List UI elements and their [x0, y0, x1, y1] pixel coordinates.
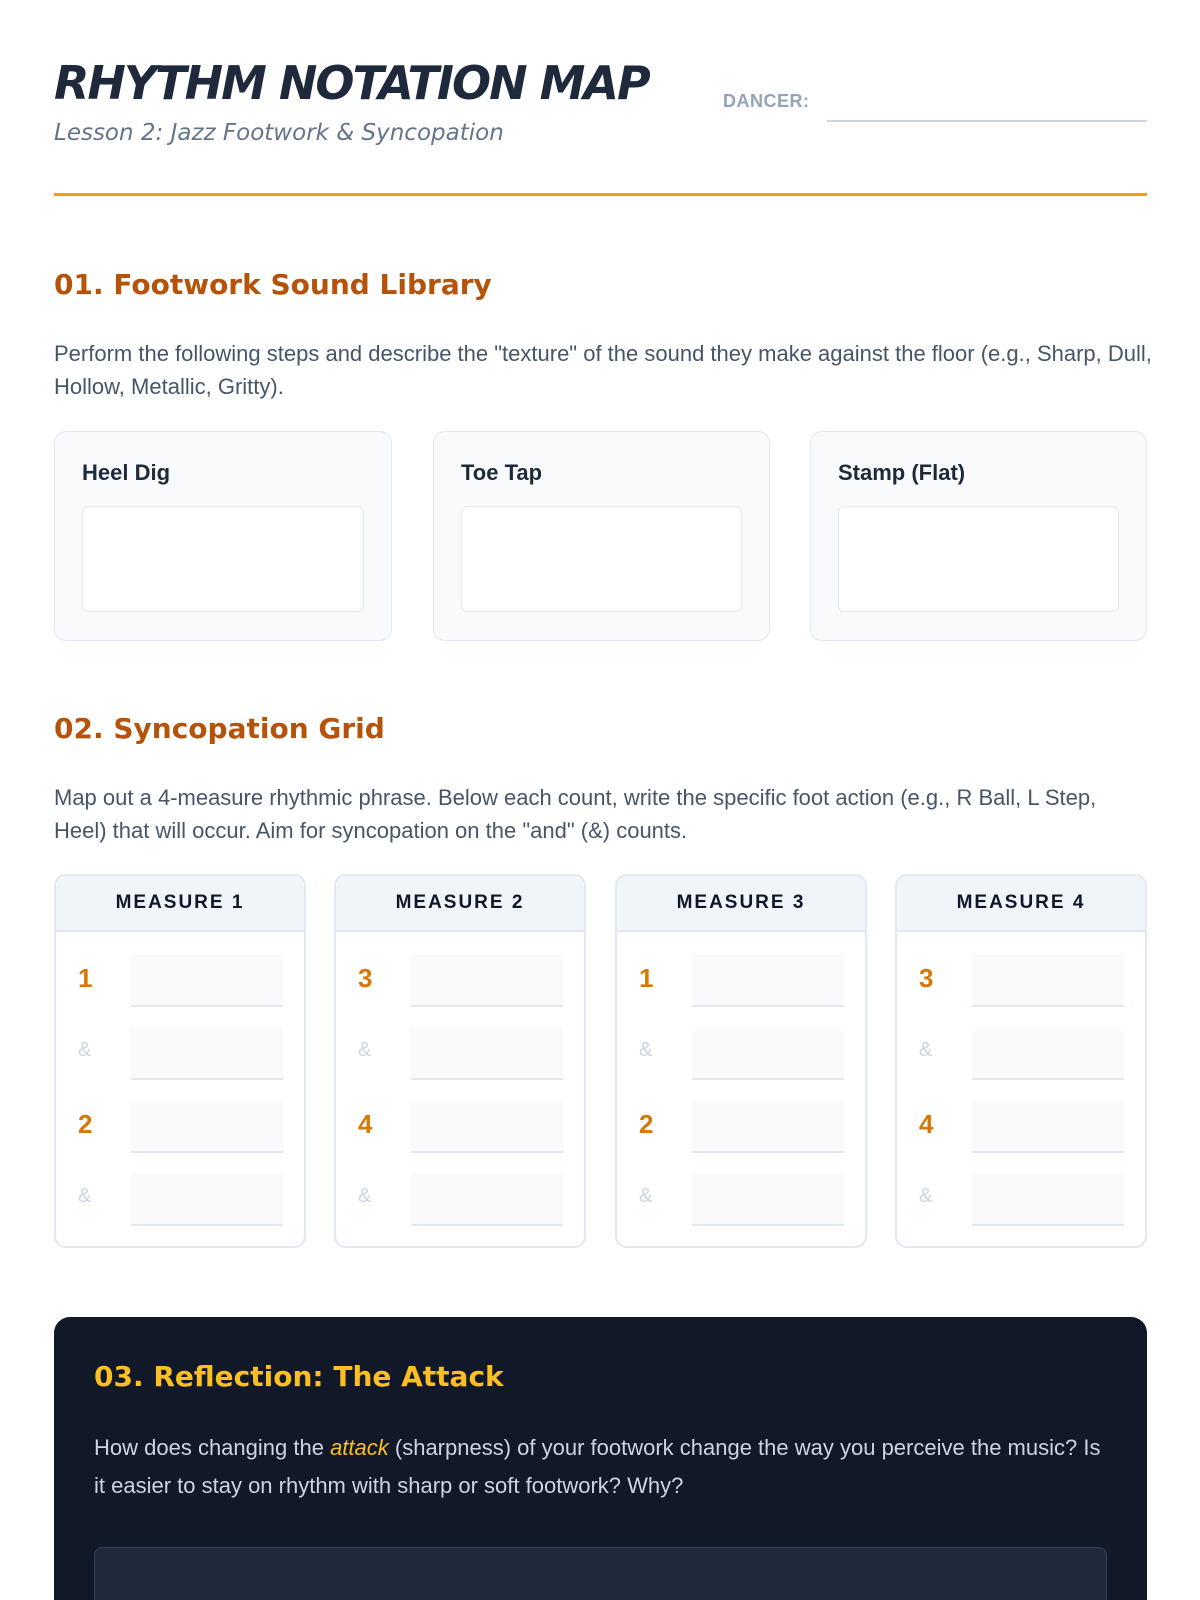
measure-4 [895, 874, 1147, 1248]
foot-action-field[interactable] [411, 1101, 563, 1153]
reflection-panel [54, 1317, 1147, 1600]
dancer-name-field[interactable] [827, 120, 1147, 122]
foot-action-field[interactable] [692, 1028, 844, 1080]
sound-card-label: Toe Tap [461, 460, 543, 485]
beat-count: 1 [639, 963, 654, 993]
sound-texture-field[interactable] [82, 506, 364, 612]
sound-card-heel-dig [54, 431, 392, 641]
foot-action-field[interactable] [411, 1174, 563, 1226]
foot-action-field[interactable] [972, 1028, 1124, 1080]
section-3-description: How does changing the attack (sharpness) of your footwork change the way you perceive the music? Is it easier to stay on rhythm with sharp or soft footwork? Why? [94, 1435, 1101, 1498]
header-divider [54, 193, 1147, 196]
count-row [336, 1166, 584, 1239]
count-row [56, 1020, 304, 1093]
beat-count: 1 [78, 963, 93, 993]
foot-action-field[interactable] [692, 955, 844, 1007]
beat-count: 3 [358, 963, 373, 993]
measure-3 [615, 874, 867, 1248]
measure-2 [334, 874, 586, 1248]
beat-count: 4 [919, 1109, 934, 1139]
count-row [897, 947, 1145, 1020]
foot-action-field[interactable] [692, 1101, 844, 1153]
and-count: & [358, 1039, 372, 1061]
section-2-title: 02. Syncopation Grid [54, 712, 385, 745]
worksheet-header [54, 56, 1147, 196]
section-1-description: Perform the following steps and describe the "texture" of the sound they make against the floor (e.g., Sharp, Dull, Hollow, Metallic, Gritty). [54, 341, 1152, 399]
section-3-title: 03. Reflection: The Attack [94, 1360, 504, 1393]
beat-count: 4 [358, 1109, 373, 1139]
foot-action-field[interactable] [411, 955, 563, 1007]
foot-action-field[interactable] [411, 1028, 563, 1080]
and-count: & [919, 1039, 933, 1061]
count-row [617, 1166, 865, 1239]
beat-count: 2 [78, 1109, 93, 1139]
foot-action-field[interactable] [131, 1101, 283, 1153]
section-2-description: Map out a 4-measure rhythmic phrase. Below each count, write the specific foot action (e.g., R Ball, L Step, Heel) that will occur. Aim for syncopation on the "and" (&) counts. [54, 785, 1097, 843]
measure-title: MEASURE 2 [336, 876, 584, 932]
count-row [617, 947, 865, 1020]
foot-action-field[interactable] [131, 1174, 283, 1226]
measure-title: MEASURE 1 [56, 876, 304, 932]
count-row [897, 1093, 1145, 1166]
reflection-answer-field[interactable] [94, 1547, 1107, 1600]
page-title: RHYTHM NOTATION MAP [54, 56, 649, 110]
and-count: & [358, 1185, 372, 1207]
and-count: & [919, 1185, 933, 1207]
beat-count: 2 [639, 1109, 654, 1139]
foot-action-field[interactable] [972, 1101, 1124, 1153]
and-count: & [639, 1039, 653, 1061]
emphasis-attack: attack [330, 1435, 389, 1460]
and-count: & [639, 1185, 653, 1207]
measure-1 [54, 874, 306, 1248]
measure-title: MEASURE 3 [617, 876, 865, 932]
foot-action-field[interactable] [972, 1174, 1124, 1226]
count-row [336, 947, 584, 1020]
count-row [56, 947, 304, 1020]
count-row [897, 1020, 1145, 1093]
sound-card-label: Heel Dig [82, 460, 171, 485]
page-subtitle: Lesson 2: Jazz Footwork & Syncopation [54, 120, 504, 146]
dancer-label: DANCER: [723, 91, 810, 111]
count-row [897, 1166, 1145, 1239]
foot-action-field[interactable] [131, 1028, 283, 1080]
count-row [617, 1093, 865, 1166]
and-count: & [78, 1039, 92, 1061]
sound-card-toe-tap [433, 431, 770, 641]
sound-card-label: Stamp (Flat) [838, 460, 966, 485]
section-1-title: 01. Footwork Sound Library [54, 268, 492, 301]
count-row [56, 1093, 304, 1166]
sound-texture-field[interactable] [461, 506, 742, 612]
beat-count: 3 [919, 963, 934, 993]
foot-action-field[interactable] [972, 955, 1124, 1007]
measure-title: MEASURE 4 [897, 876, 1145, 932]
sound-texture-field[interactable] [838, 506, 1119, 612]
foot-action-field[interactable] [692, 1174, 844, 1226]
count-row [56, 1166, 304, 1239]
and-count: & [78, 1185, 92, 1207]
sound-card-stamp [810, 431, 1147, 641]
count-row [336, 1020, 584, 1093]
foot-action-field[interactable] [131, 955, 283, 1007]
count-row [617, 1020, 865, 1093]
count-row [336, 1093, 584, 1166]
